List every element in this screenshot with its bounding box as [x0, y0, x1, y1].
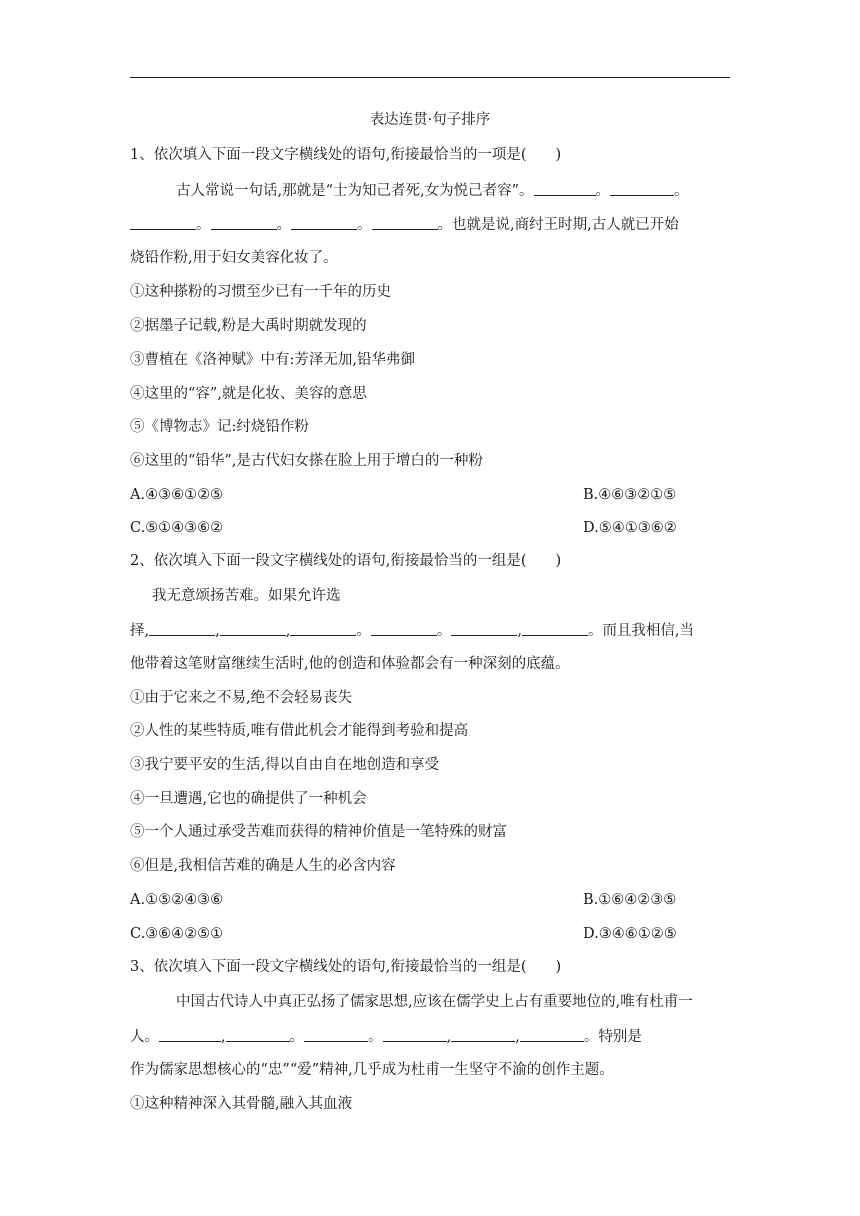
question-1-passage-line: 。 。 。 。也就是说,商纣王时期,古人就已开始 — [130, 214, 679, 235]
answer-blank — [451, 1026, 515, 1042]
answer-blank — [520, 1026, 584, 1042]
header-rule — [130, 77, 730, 78]
question-2-item: ①由于它来之不易,绝不会轻易丧失 — [130, 690, 353, 706]
question-1-option-b: B.④⑥③②①⑤ — [583, 487, 677, 503]
question-1-option-d: D.⑤④①③⑥② — [583, 520, 677, 536]
answer-blank — [371, 620, 437, 636]
question-2-passage-line: 我无意颂扬苦难。如果允许选 — [152, 588, 341, 604]
answer-blank — [383, 1026, 447, 1042]
answer-blank — [159, 1026, 221, 1042]
question-2-item: ③我宁要平安的生活,得以自由自在地创造和享受 — [130, 757, 440, 773]
question-2-item: ⑤一个人通过承受苦难而获得的精神价值是一笔特殊的财富 — [130, 824, 507, 840]
question-1-passage-line: 烧铅作粉,用于妇女美容化妆了。 — [130, 250, 338, 266]
question-1-item: ⑤《博物志》记:纣烧铅作粉 — [130, 419, 309, 435]
question-2-item: ②人性的某些特质,唯有借此机会才能得到考验和提高 — [130, 723, 469, 739]
question-3-passage-line: 作为儒家思想核心的“忠”“爱”精神,几乎成为杜甫一生坚守不渝的创作主题。 — [130, 1062, 614, 1078]
question-1-item: ③曹植在《洛神赋》中有:芳泽无加,铅华弗御 — [130, 352, 415, 368]
question-2-option-b: B.①⑥④②③⑤ — [583, 892, 677, 908]
answer-blank — [220, 620, 286, 636]
question-1-item: ②据墨子记载,粉是大禹时期就发现的 — [130, 318, 367, 334]
question-1-item: ④这里的“容”,就是化妆、美容的意思 — [130, 386, 367, 402]
answer-blank — [304, 1026, 368, 1042]
answer-blank — [226, 1026, 290, 1042]
question-2-stem: 2、依次填入下面一段文字横线处的语句,衔接最恰当的一组是( ) — [130, 553, 562, 569]
answer-blank — [291, 214, 357, 230]
question-2-option-d: D.③④⑥①②⑤ — [583, 926, 677, 942]
question-1-option-c: C.⑤①④③⑥② — [130, 520, 224, 536]
page-title: 表达连贯·句子排序 — [369, 112, 491, 128]
question-2-item: ⑥但是,我相信苦难的确是人生的必含内容 — [130, 858, 396, 874]
question-2-option-c: C.③⑥④②⑤① — [130, 926, 224, 942]
answer-blank — [451, 620, 517, 636]
answer-blank — [534, 180, 596, 196]
answer-blank — [211, 214, 277, 230]
question-1-stem: 1、依次填入下面一段文字横线处的语句,衔接最恰当的一项是( ) — [130, 147, 562, 163]
answer-blank — [290, 620, 356, 636]
question-3-passage-line: 人。 , 。 。 , , 。特别是 — [130, 1026, 642, 1047]
question-2-passage-line: 择, , , 。 。 , 。而且我相信,当 — [130, 620, 694, 641]
answer-blank — [372, 214, 438, 230]
question-1-item: ①这种搽粉的习惯至少已有一千年的历史 — [130, 284, 391, 300]
answer-blank — [149, 620, 215, 636]
question-2-option-a: A.①⑤②④③⑥ — [130, 892, 224, 908]
question-2-item: ④一旦遭遇,它也的确提供了一种机会 — [130, 791, 367, 807]
question-1-option-a: A.④③⑥①②⑤ — [130, 487, 224, 503]
question-2-passage-line: 他带着这笔财富继续生活时,他的创造和体验都会有一种深刻的底蕴。 — [130, 656, 570, 672]
question-1-passage-line: 古人常说一句话,那就是“士为知己者死,女为悦己者容”。 。 。 — [176, 180, 689, 201]
question-3-passage-line: 中国古代诗人中真正弘扬了儒家思想,应该在儒学史上占有重要地位的,唯有杜甫一 — [176, 994, 693, 1010]
answer-blank — [130, 214, 196, 230]
question-3-item: ①这种精神深入其骨髓,融入其血液 — [130, 1096, 353, 1112]
answer-blank — [610, 180, 674, 196]
question-1-item: ⑥这里的“铅华”,是古代妇女搽在脸上用于增白的一种粉 — [130, 453, 483, 469]
answer-blank — [522, 620, 588, 636]
question-3-stem: 3、依次填入下面一段文字横线处的语句,衔接最恰当的一组是( ) — [130, 959, 562, 975]
